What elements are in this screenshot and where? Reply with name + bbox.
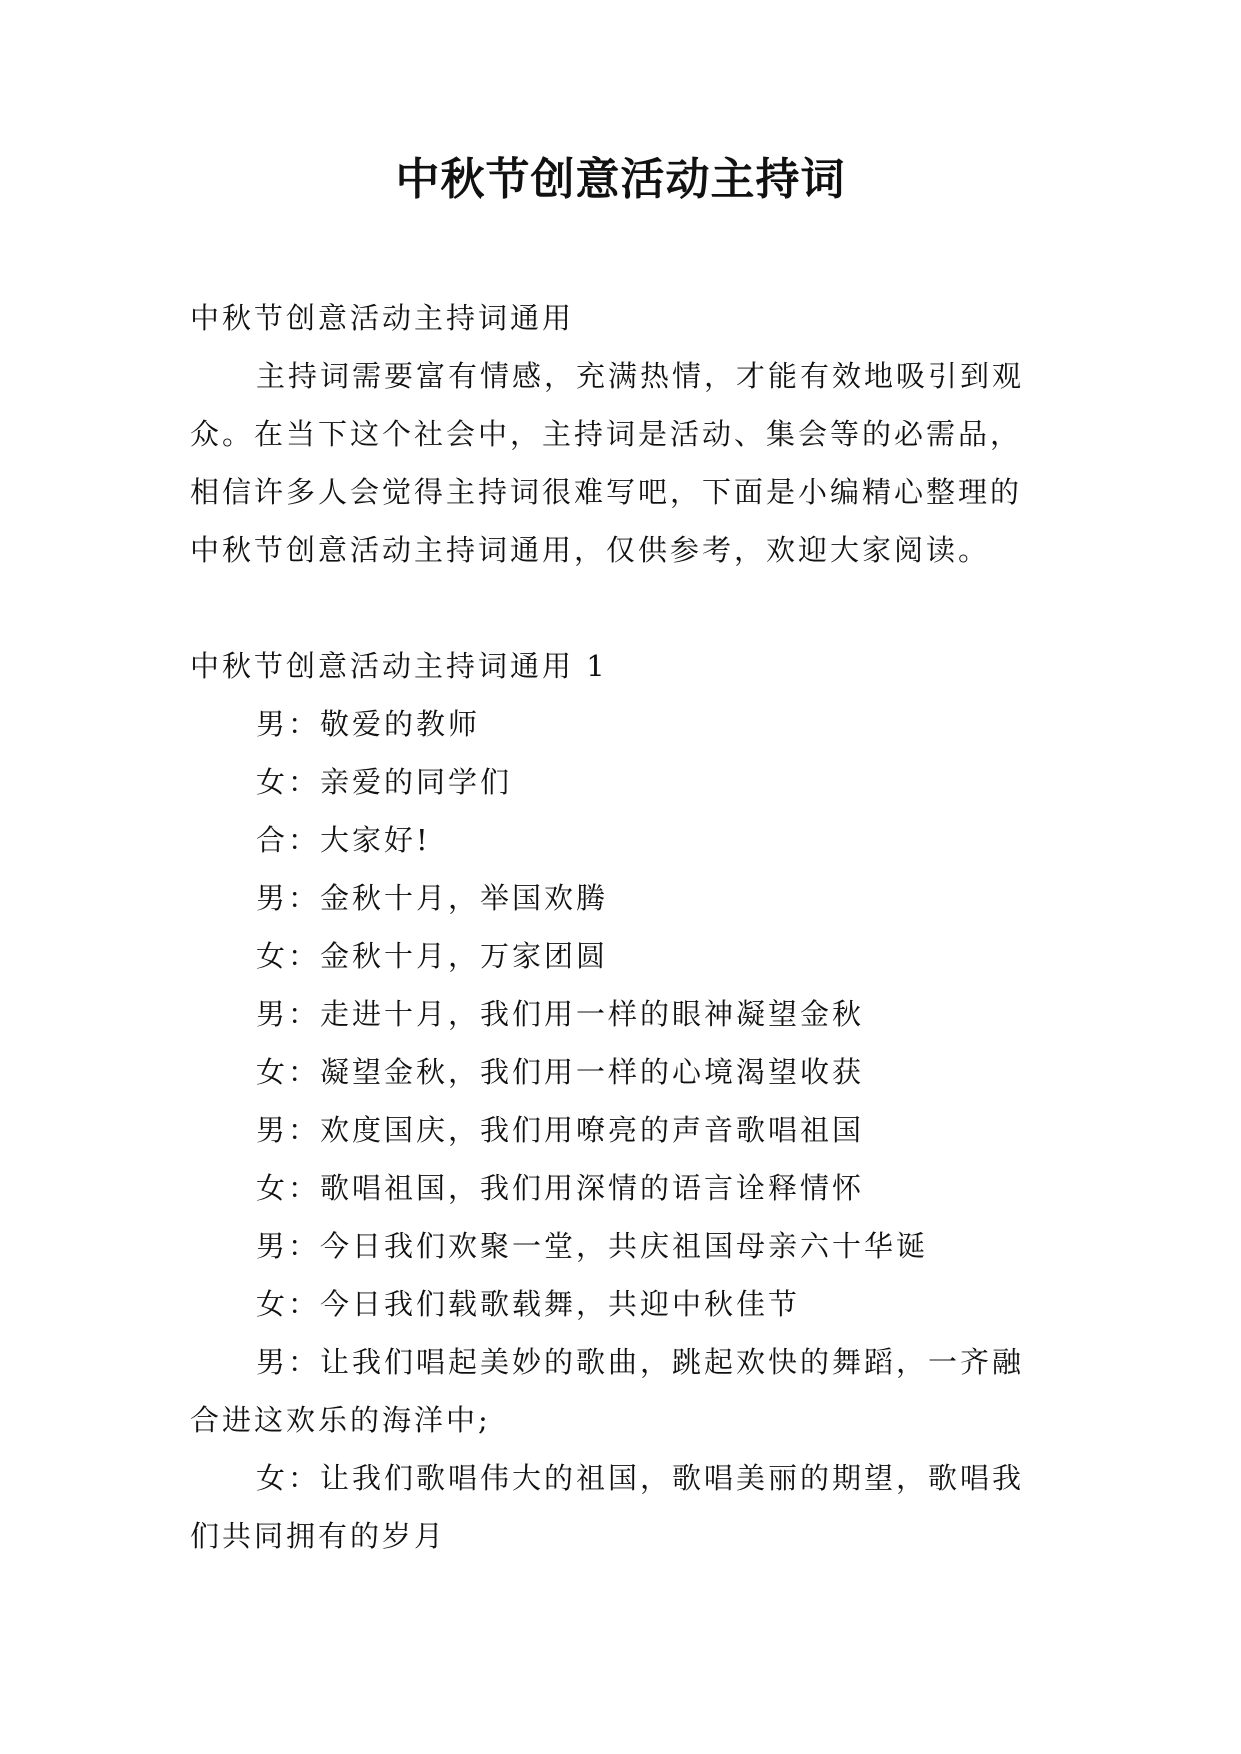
paragraph-line: 女：让我们歌唱伟大的祖国，歌唱美丽的期望，歌唱我 [256, 1461, 1025, 1495]
intro-paragraph [190, 347, 1052, 579]
document-body [190, 289, 1052, 1565]
dialogue-line: 男：金秋十月，举国欢腾 [256, 881, 609, 915]
dialogue-line: 女：亲爱的同学们 [256, 765, 513, 799]
dialogue-line: 女：金秋十月，万家团圆 [256, 939, 609, 973]
dialogue-list [190, 695, 1052, 1333]
dialogue-line: 合：大家好! [256, 823, 431, 857]
dialogue-line: 男：走进十月，我们用一样的眼神凝望金秋 [256, 997, 865, 1031]
document-title: 中秋节创意活动主持词 [395, 154, 846, 205]
dialogue-line: 女：歌唱祖国，我们用深情的语言诠释情怀 [256, 1171, 865, 1205]
dialogue-line: 男：敬爱的教师 [256, 707, 481, 741]
section-heading: 中秋节创意活动主持词通用 1 [190, 649, 608, 683]
paragraph-line: 们共同拥有的岁月 [190, 1519, 447, 1553]
intro-line: 众。在当下这个社会中，主持词是活动、集会等的必需品， [190, 417, 1023, 451]
intro-line: 中秋节创意活动主持词通用，仅供参考，欢迎大家阅读。 [190, 533, 991, 567]
paragraph-line: 男：让我们唱起美妙的歌曲，跳起欢快的舞蹈，一齐融 [256, 1345, 1025, 1379]
male-paragraph [190, 1333, 1052, 1449]
dialogue-line: 男：欢度国庆，我们用嘹亮的声音歌唱祖国 [256, 1113, 865, 1147]
paragraph-line: 合进这欢乐的海洋中; [190, 1403, 491, 1437]
dialogue-line: 男：今日我们欢聚一堂，共庆祖国母亲六十华诞 [256, 1229, 929, 1263]
dialogue-line: 女：凝望金秋，我们用一样的心境渴望收获 [256, 1055, 865, 1089]
female-paragraph [190, 1449, 1052, 1565]
intro-line: 主持词需要富有情感，充满热情，才能有效地吸引到观 [256, 359, 1025, 393]
subtitle: 中秋节创意活动主持词通用 [190, 301, 575, 335]
intro-line: 相信许多人会觉得主持词很难写吧，下面是小编精心整理的 [190, 475, 1023, 509]
dialogue-line: 女：今日我们载歌载舞，共迎中秋佳节 [256, 1287, 801, 1321]
paragraph-spacer [190, 579, 1052, 637]
